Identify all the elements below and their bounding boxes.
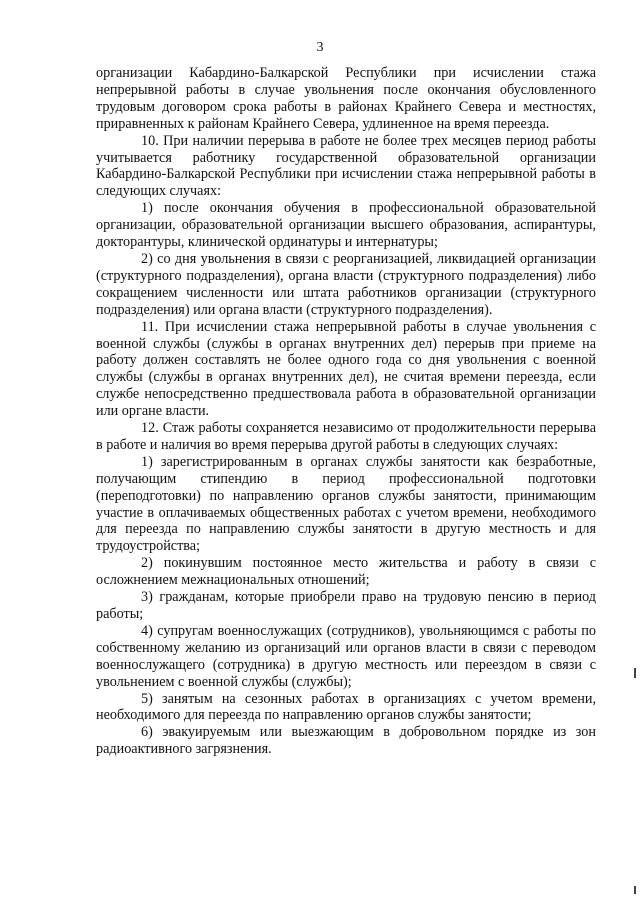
scan-edge-mark [634,668,636,678]
paragraph-item-10-1: 1) после окончания обучения в профессиональной образовательной организации, образовательной организации высшего образования, аспирантуры, докторантуры, клинической ординатуры и интернатуры; [96,200,596,251]
paragraph-item-12: 12. Стаж работы сохраняется независимо от продолжительности перерыва в работе и наличия во время перерыва другой работы в следующих случаях: [96,420,596,453]
paragraph-item-10: 10. При наличии перерыва в работе не более трех месяцев период работы учитывается работнику государственной образовательной организации Кабардино-Балкарской Республики при исчислении стажа непрерывной работы в следующих случаях: [96,132,596,200]
paragraph-item-12-3: 3) гражданам, которые приобрели право на трудовую пенсию в период работы; [96,589,596,622]
scan-edge-mark [634,886,636,894]
paragraph-item-10-2: 2) со дня увольнения в связи с реорганизацией, ликвидацией организации (структурного подразделения), органа власти (структурного подразделения) либо сокращением численности или штата работников организации (структурного подразделения) или органа власти (структурного подразделения). [96,250,596,318]
paragraph-item-12-4: 4) супругам военнослужащих (сотрудников), увольняющимся с работы по собственному желанию из организаций или органов власти в связи с переводом военнослужащего (сотрудника) в другую местность или переездом в связи с увольнением с военной службы (службы); [96,622,596,690]
paragraph-item-11: 11. При исчислении стажа непрерывной работы в случае увольнения с военной службы (службы в органах внутренних дел) перерыв при приеме на работу должен составлять не более одного года со дня увольнения с военной службы (службы в органах внутренних дел), не считая времени переезда, если службе непосредственно предшествовала работа в образовательной организации или органе власти. [96,318,596,420]
paragraph-item-12-6: 6) эвакуируемым или выезжающим в добровольном порядке из зон радиоактивного загрязнения. [96,724,596,758]
paragraph-continuation: организации Кабардино-Балкарской Республики при исчислении стажа непрерывной работы в случае увольнения после окончания обусловленного трудовым договором срока работы в районах Крайнего Севера и местностях, приравненных к районам Крайнего Севера, удлиненное на время переезда. [96,65,596,132]
paragraph-item-12-5: 5) занятым на сезонных работах в организациях с учетом времени, необходимого для переезда по направлению органов службы занятости; [96,690,596,724]
paragraph-item-12-2: 2) покинувшим постоянное место жительства и работу в связи с осложнением межнациональных отношений; [96,555,596,589]
paragraph-item-12-1: 1) зарегистрированным в органах службы занятости как безработные, получающим стипендию в период профессиональной подготовки (переподготовки) по направлению органов службы занятости, принимающим участие в оплачиваемых общественных работах с учетом времени, необходимого для переезда по направлению службы занятости в другую местность и для трудоустройства; [96,453,596,555]
page-number: 3 [316,40,324,55]
document-body [96,65,596,758]
